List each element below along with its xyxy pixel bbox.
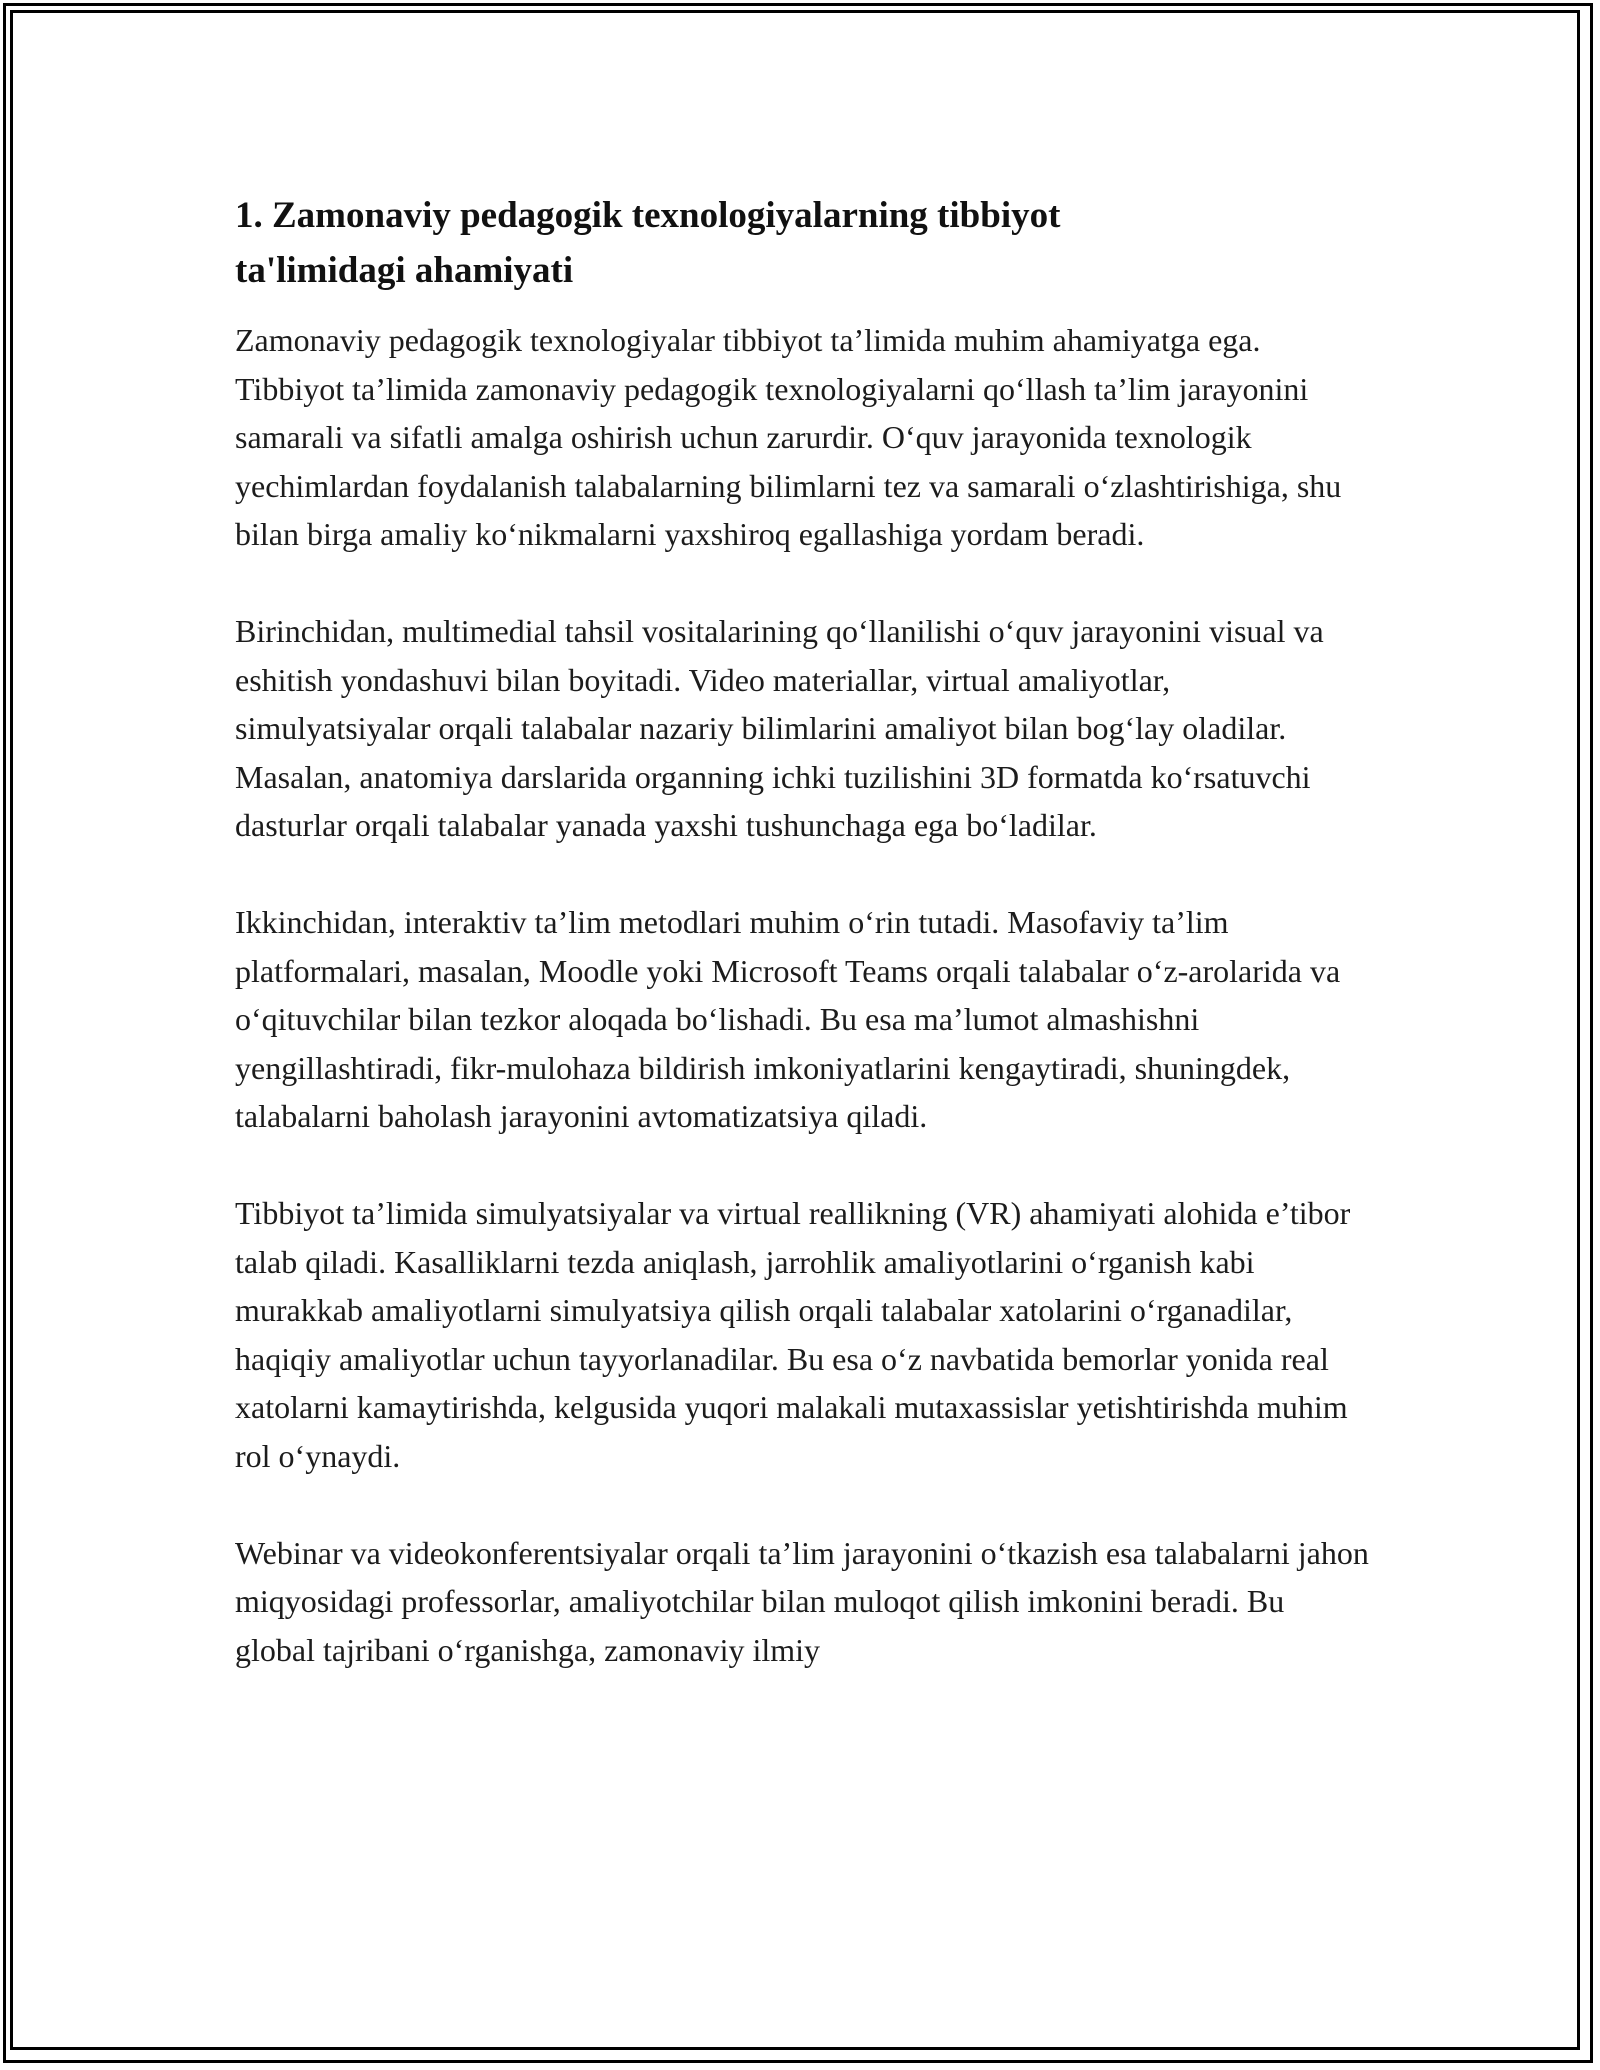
document-body	[235, 188, 1370, 1674]
paragraph-interactive-methods: Ikkinchidan, interaktiv ta’lim metodlari muhim o‘rin tutadi. Masofaviy ta’lim platformalari, masalan, Moodle yoki Microsoft Teams orqali talabalar o‘z-arolarida va o‘qituvchilar bilan tezkor aloqada bo‘lishadi. Bu esa ma’lumot almashishni yengillashtiradi, fikr-mulohaza bildirish imkoniyatlarini kengaytiradi, shuningdek, talabalarni baholash jarayonini avtomatizatsiya qiladi.	[235, 904, 1341, 1134]
paragraph-multimedia: Birinchidan, multimedial tahsil vositalarining qo‘llanilishi o‘quv jarayonini visual va eshitish yondashuvi bilan boyitadi. Video materiallar, virtual amaliyotlar, simulyatsiyalar orqali talabalar nazariy bilimlarini amaliyot bilan bog‘lay oladilar. Masalan, anatomiya darslarida organning ichki tuzilishini 3D formatda ko‘rsatuvchi dasturlar orqali talabalar yanada yaxshi tushunchaga ega bo‘ladilar.	[235, 613, 1324, 843]
section-heading: 1. Zamonaviy pedagogik texnologiyalarning tibbiyot ta'limidagi ahamiyati	[235, 195, 1061, 291]
paragraph-intro: Zamonaviy pedagogik texnologiyalar tibbiyot ta’limida muhim ahamiyatga ega. Tibbiyot ta’limida zamonaviy pedagogik texnologiyalarni qo‘llash ta’lim jarayonini samarali va sifatli amalga oshirish uchun zarurdir. O‘quv jarayonida texnologik yechimlardan foydalanish talabalarning bilimlarni tez va samarali o‘zlashtirishiga, shu bilan birga amaliy ko‘nikmalarni yaxshiroq egallashiga yordam beradi.	[235, 322, 1342, 552]
paragraph-webinars: Webinar va videokonferentsiyalar orqali ta’lim jarayonini o‘tkazish esa talabalarni jahon miqyosidagi professorlar, amaliyotchilar bilan muloqot qilish imkonini beradi. Bu global tajribani o‘rganishga, zamonaviy ilmiy	[235, 1534, 1369, 1668]
paragraph-simulations-vr: Tibbiyot ta’limida simulyatsiyalar va virtual reallikning (VR) ahamiyati alohida e’tibor talab qiladi. Kasalliklarni tezda aniqlash, jarrohlik amaliyotlarini o‘rganish kabi murakkab amaliyotlarni simulyatsiya qilish orqali talabalar xatolarini o‘rganadilar, haqiqiy amaliyotlar uchun tayyorlanadilar. Bu esa o‘z navbatida bemorlar yonida real xatolarni kamaytirishda, kelgusida yuqori malakali mutaxassislar yetishtirishda muhim rol o‘ynaydi.	[235, 1195, 1351, 1474]
